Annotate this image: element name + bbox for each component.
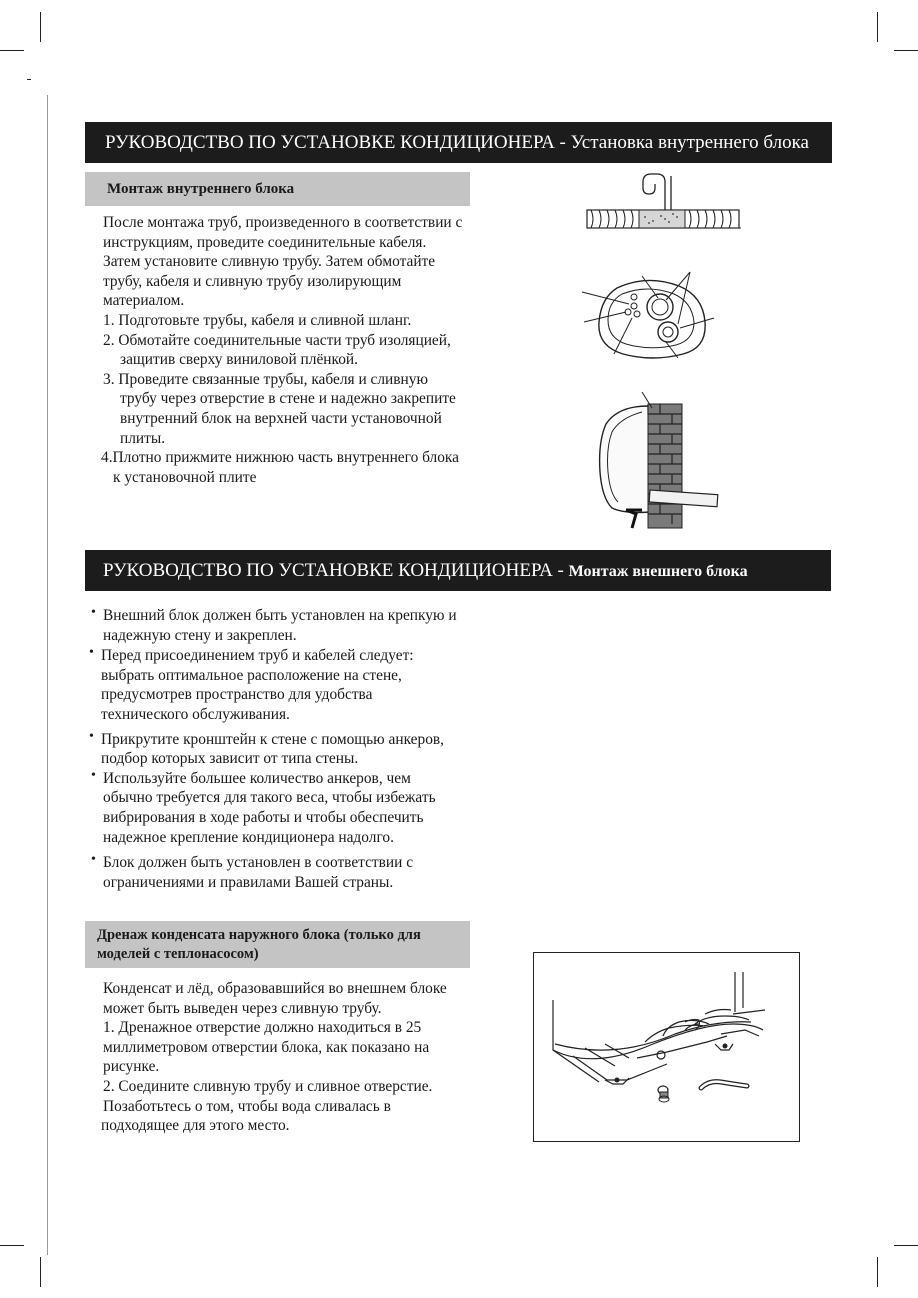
outdoor-bullets [89, 605, 523, 892]
header-title-main: РУКОВОДСТВО ПО УСТАНОВКЕ КОНДИЦИОНЕРА - [103, 560, 569, 581]
header-title-sub: Установка внутреннего блока [570, 132, 809, 153]
bullet-line: вибрирования в ходе работы и чтобы обеспечить [103, 808, 424, 826]
outdoor-unit-base-illustration [545, 972, 790, 1132]
paragraph-line: может быть выведен через сливную трубу. [103, 999, 382, 1017]
crop-mark [0, 1245, 24, 1246]
bullet-dot: • [89, 645, 94, 661]
header-title-sub: Монтаж внешнего блока [568, 563, 748, 580]
bullet-dot: • [91, 767, 96, 783]
step-1: 1. Подготовьте трубы, кабеля и сливной шланг. [103, 311, 412, 329]
bullet-item [89, 645, 523, 724]
bullet-line: Прикрутите кронштейн к стене с помощью анкеров, [101, 730, 445, 748]
bullet-line: выбрать оптимальное расположение на стене, [101, 666, 402, 684]
bullet-item [91, 852, 523, 892]
step-2-cont: защитив сверху виниловой плёнкой. [120, 351, 359, 369]
pipe-bundle-cross-section [582, 270, 722, 362]
crop-mark [877, 1257, 878, 1287]
bullet-line: предусмотрев пространство для удобства [101, 686, 373, 704]
bullet-line: Блок должен быть установлен в соответствии с [103, 854, 414, 872]
step-4: 4.Плотно прижмите нижнюю часть внутреннего блока [101, 449, 460, 467]
step-1-cont: рисунке. [103, 1058, 160, 1076]
step-3: 3. Проведите связанные трубы, кабеля и сливную [103, 370, 428, 388]
indoor-instructions [103, 213, 523, 487]
bullet-line: обычно требуется для такого веса, чтобы избежать [103, 789, 436, 807]
subheading-text: Монтаж внутреннего блока [107, 181, 295, 197]
crop-mark [40, 12, 41, 42]
paragraph-line: трубу, кабеля и сливную трубу изолирующим [103, 272, 402, 290]
bullet-line: надежную стену и закреплен. [103, 626, 297, 644]
bullet-line: подбор которых зависит от типа стены. [101, 750, 359, 768]
bullet-dot: • [91, 605, 96, 620]
indoor-unit-wall-illustration [598, 392, 722, 532]
subheading-indoor-mount [85, 172, 470, 206]
section-header-outdoor [85, 550, 831, 591]
drain-instructions [103, 979, 523, 1136]
bullet-line: Используйте большее количество анкеров, чем [103, 769, 411, 787]
bullet-dot: • [89, 728, 94, 744]
step-3-cont: плиты. [120, 429, 166, 447]
bullet-item [91, 605, 523, 645]
crop-mark [40, 1257, 41, 1287]
bullet-line: технического обслуживания. [101, 705, 290, 723]
paragraph-line: Конденсат и лёд, образовавшийся во внешнем блоке [103, 980, 447, 997]
bullet-line: Перед присоединением труб и кабелей следует: [101, 647, 414, 665]
subheading-text: Дренаж конденсата наружного блока (только для [97, 927, 421, 943]
bullet-item [91, 767, 523, 847]
bullet-line: надежное крепление кондиционера надолго. [103, 828, 394, 846]
bullet-item [89, 728, 523, 769]
paragraph-line: материалом. [103, 292, 185, 310]
step-2-cont: Позаботьтесь о том, чтобы вода сливалась в [103, 1097, 391, 1115]
crop-mark [894, 50, 918, 51]
crop-mark [894, 1245, 918, 1246]
crop-mark [0, 50, 24, 51]
pipe-wrap-illustration [585, 170, 745, 232]
step-1: 1. Дренажное отверстие должно находиться в 25 [103, 1019, 422, 1037]
paragraph-line: Затем установите сливную трубу. Затем обмотайте [103, 253, 436, 271]
header-title-main: РУКОВОДСТВО ПО УСТАНОВКЕ КОНДИЦИОНЕРА - [105, 132, 571, 153]
bullet-line: Внешний блок должен быть установлен на крепкую и [103, 607, 457, 624]
step-2: 2. Обмотайте соединительные части труб изоляцией, [103, 331, 451, 349]
step-2-cont: подходящее для этого место. [101, 1117, 290, 1135]
margin-line [47, 95, 48, 1255]
step-3-cont: внутренний блок на верхней части установочной [120, 409, 442, 427]
step-3-cont: трубу через отверстие в стене и надежно закрепите [120, 390, 456, 408]
step-2: 2. Соедините сливную трубу и сливное отверстие. [103, 1077, 433, 1095]
section-header-indoor [85, 122, 832, 163]
paragraph-line: После монтажа труб, произведенного в соответствии с [103, 214, 463, 231]
bullet-line: ограничениями и правилами Вашей страны. [103, 873, 394, 891]
subheading-text: моделей с теплонасосом) [97, 946, 259, 962]
crop-mark [27, 79, 31, 80]
step-4-cont: к установочной плите [113, 468, 257, 486]
paragraph-line: инструкциям, проведите соединительные кабеля. [103, 233, 427, 251]
subheading-condensate-drain [85, 921, 470, 968]
step-1-cont: миллиметровом отверстии блока, как показано на [103, 1038, 430, 1056]
bullet-dot: • [91, 852, 96, 868]
crop-mark [877, 12, 878, 42]
